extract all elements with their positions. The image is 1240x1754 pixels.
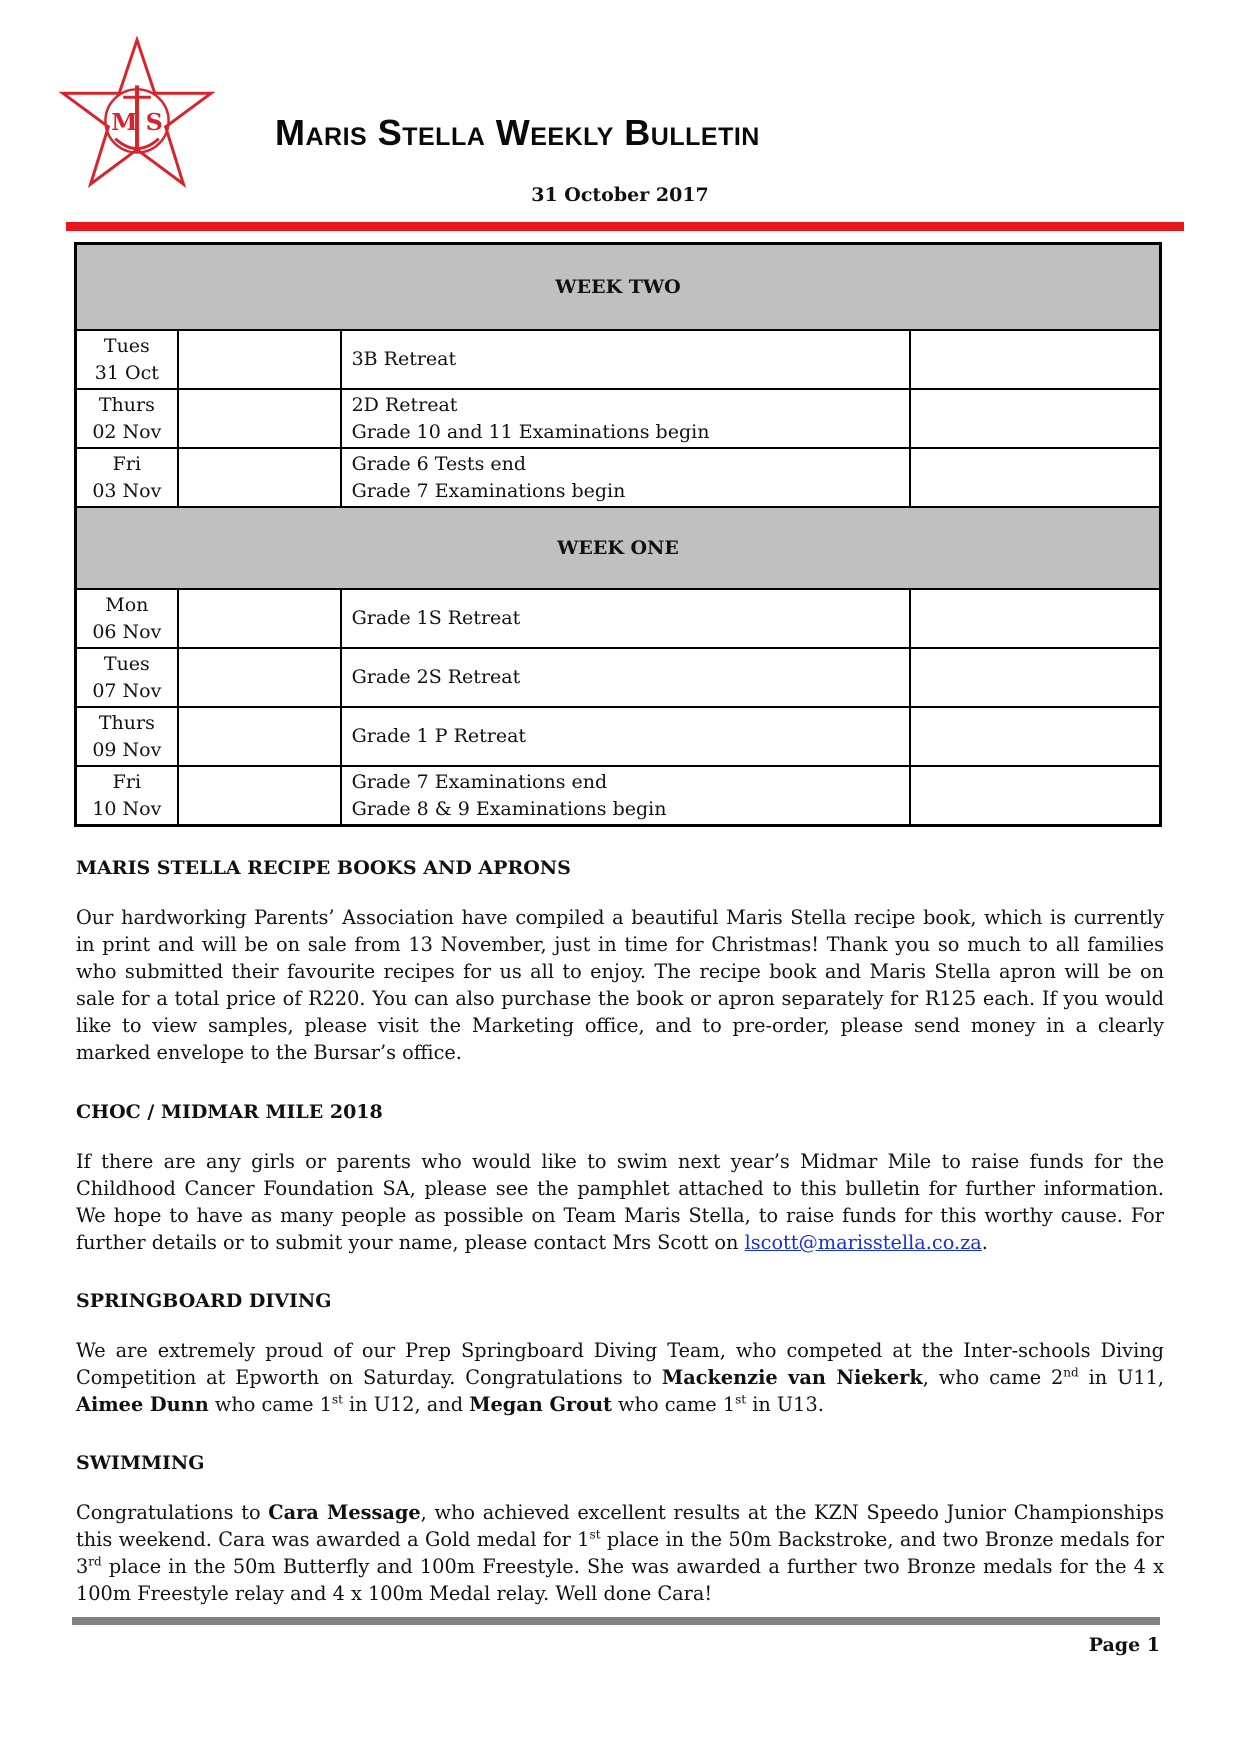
swimming-paragraph: Congratulations to Cara Message, who achieved excellent results at the KZN Speedo Junior Championships this weekend. Cara was awarded a Gold medal for 1st place in the 50m Backstroke, and two Bronze medals for 3rd place in the 50m Butterfly and 100m Freestyle. She was awarded a further two Bronze medals for the 4 x 100m Freestyle relay and 4 x 100m Medal relay. Well done Cara! <box>76 1501 1164 1605</box>
email-link[interactable]: lscott@marisstella.co.za <box>744 1231 982 1254</box>
diving-heading: SPRINGBOARD DIVING <box>76 1290 332 1312</box>
diver-name: Mackenzie van Niekerk <box>661 1366 923 1389</box>
event-cell: Grade 6 Tests end Grade 7 Examinations begin <box>341 448 910 507</box>
day-cell: Tues 07 Nov <box>76 648 178 707</box>
calendar-row <box>76 766 1161 826</box>
event-cell: Grade 7 Examinations end Grade 8 & 9 Examinations begin <box>341 766 910 826</box>
day-cell: Mon 06 Nov <box>76 589 178 648</box>
calendar-row <box>76 330 1161 389</box>
event-cell: Grade 2S Retreat <box>341 648 910 707</box>
bulletin-date: 31 October 2017 <box>531 184 709 206</box>
calendar-row <box>76 448 1161 507</box>
week-one-header: WEEK ONE <box>76 507 1161 589</box>
event-cell: 3B Retreat <box>341 330 910 389</box>
week-two-header: WEEK TWO <box>76 244 1161 331</box>
event-cell: Grade 1 P Retreat <box>341 707 910 766</box>
diving-paragraph: We are extremely proud of our Prep Springboard Diving Team, who competed at the Inter-schools Diving Competition at Epworth on Saturday. Congratulations to Mackenzie van Niekerk, who came 2nd in U11, Aimee Dunn who came 1st in U12, and Megan Grout who came 1st in U13. <box>76 1339 1164 1416</box>
day-cell: Fri 10 Nov <box>76 766 178 826</box>
diving-section <box>76 1290 1164 1418</box>
swimming-section <box>76 1452 1164 1607</box>
diver-name: Aimee Dunn <box>76 1393 209 1416</box>
event-cell: Grade 1S Retreat <box>341 589 910 648</box>
calendar-row <box>76 707 1161 766</box>
day-cell: Tues 31 Oct <box>76 330 178 389</box>
midmar-heading: CHOC / MIDMAR MILE 2018 <box>76 1101 383 1123</box>
recipe-paragraph: Our hardworking Parents’ Association have compiled a beautiful Maris Stella recipe book, which is currently in print and will be on sale from 13 November, just in time for Christmas! Thank you so much to all families who submitted their favourite recipes for us all to enjoy. The recipe book and Maris Stella apron will be on sale for a total price of R220. You can also purchase the book or apron separately for R125 each. If you would like to view samples, please visit the Marketing office, and to pre-order, please send money in a clearly marked envelope to the Bursar’s office. <box>76 906 1164 1064</box>
footer-divider <box>72 1617 1160 1625</box>
swimmer-name: Cara Message <box>268 1501 421 1524</box>
diver-name: Megan Grout <box>469 1393 612 1416</box>
school-logo-star-icon <box>58 36 216 194</box>
day-cell: Fri 03 Nov <box>76 448 178 507</box>
bulletin-title: Maris Stella Weekly Bulletin <box>275 112 760 153</box>
page-number: Page 1 <box>1088 1634 1160 1656</box>
midmar-paragraph: If there are any girls or parents who would like to swim next year’s Midmar Mile to raise funds for the Childhood Cancer Foundation SA, please see the pamphlet attached to this bulletin for further information. We hope to have as many people as possible on Team Maris Stella, to raise funds for this worthy cause. For further details or to submit your name, please contact Mrs Scott on lscott@marisstella.co.za. <box>76 1150 1164 1254</box>
calendar-table <box>74 242 1162 827</box>
midmar-section <box>76 1101 1164 1256</box>
day-cell: Thurs 02 Nov <box>76 389 178 448</box>
recipe-section <box>76 857 1164 1066</box>
swimming-heading: SWIMMING <box>76 1452 205 1474</box>
day-cell: Thurs 09 Nov <box>76 707 178 766</box>
recipe-heading: MARIS STELLA RECIPE BOOKS AND APRONS <box>76 857 571 879</box>
calendar-row <box>76 648 1161 707</box>
logo-letters: M S <box>111 107 163 136</box>
header-divider <box>66 222 1184 231</box>
event-cell: 2D Retreat Grade 10 and 11 Examinations begin <box>341 389 910 448</box>
calendar-row <box>76 589 1161 648</box>
calendar-row <box>76 389 1161 448</box>
